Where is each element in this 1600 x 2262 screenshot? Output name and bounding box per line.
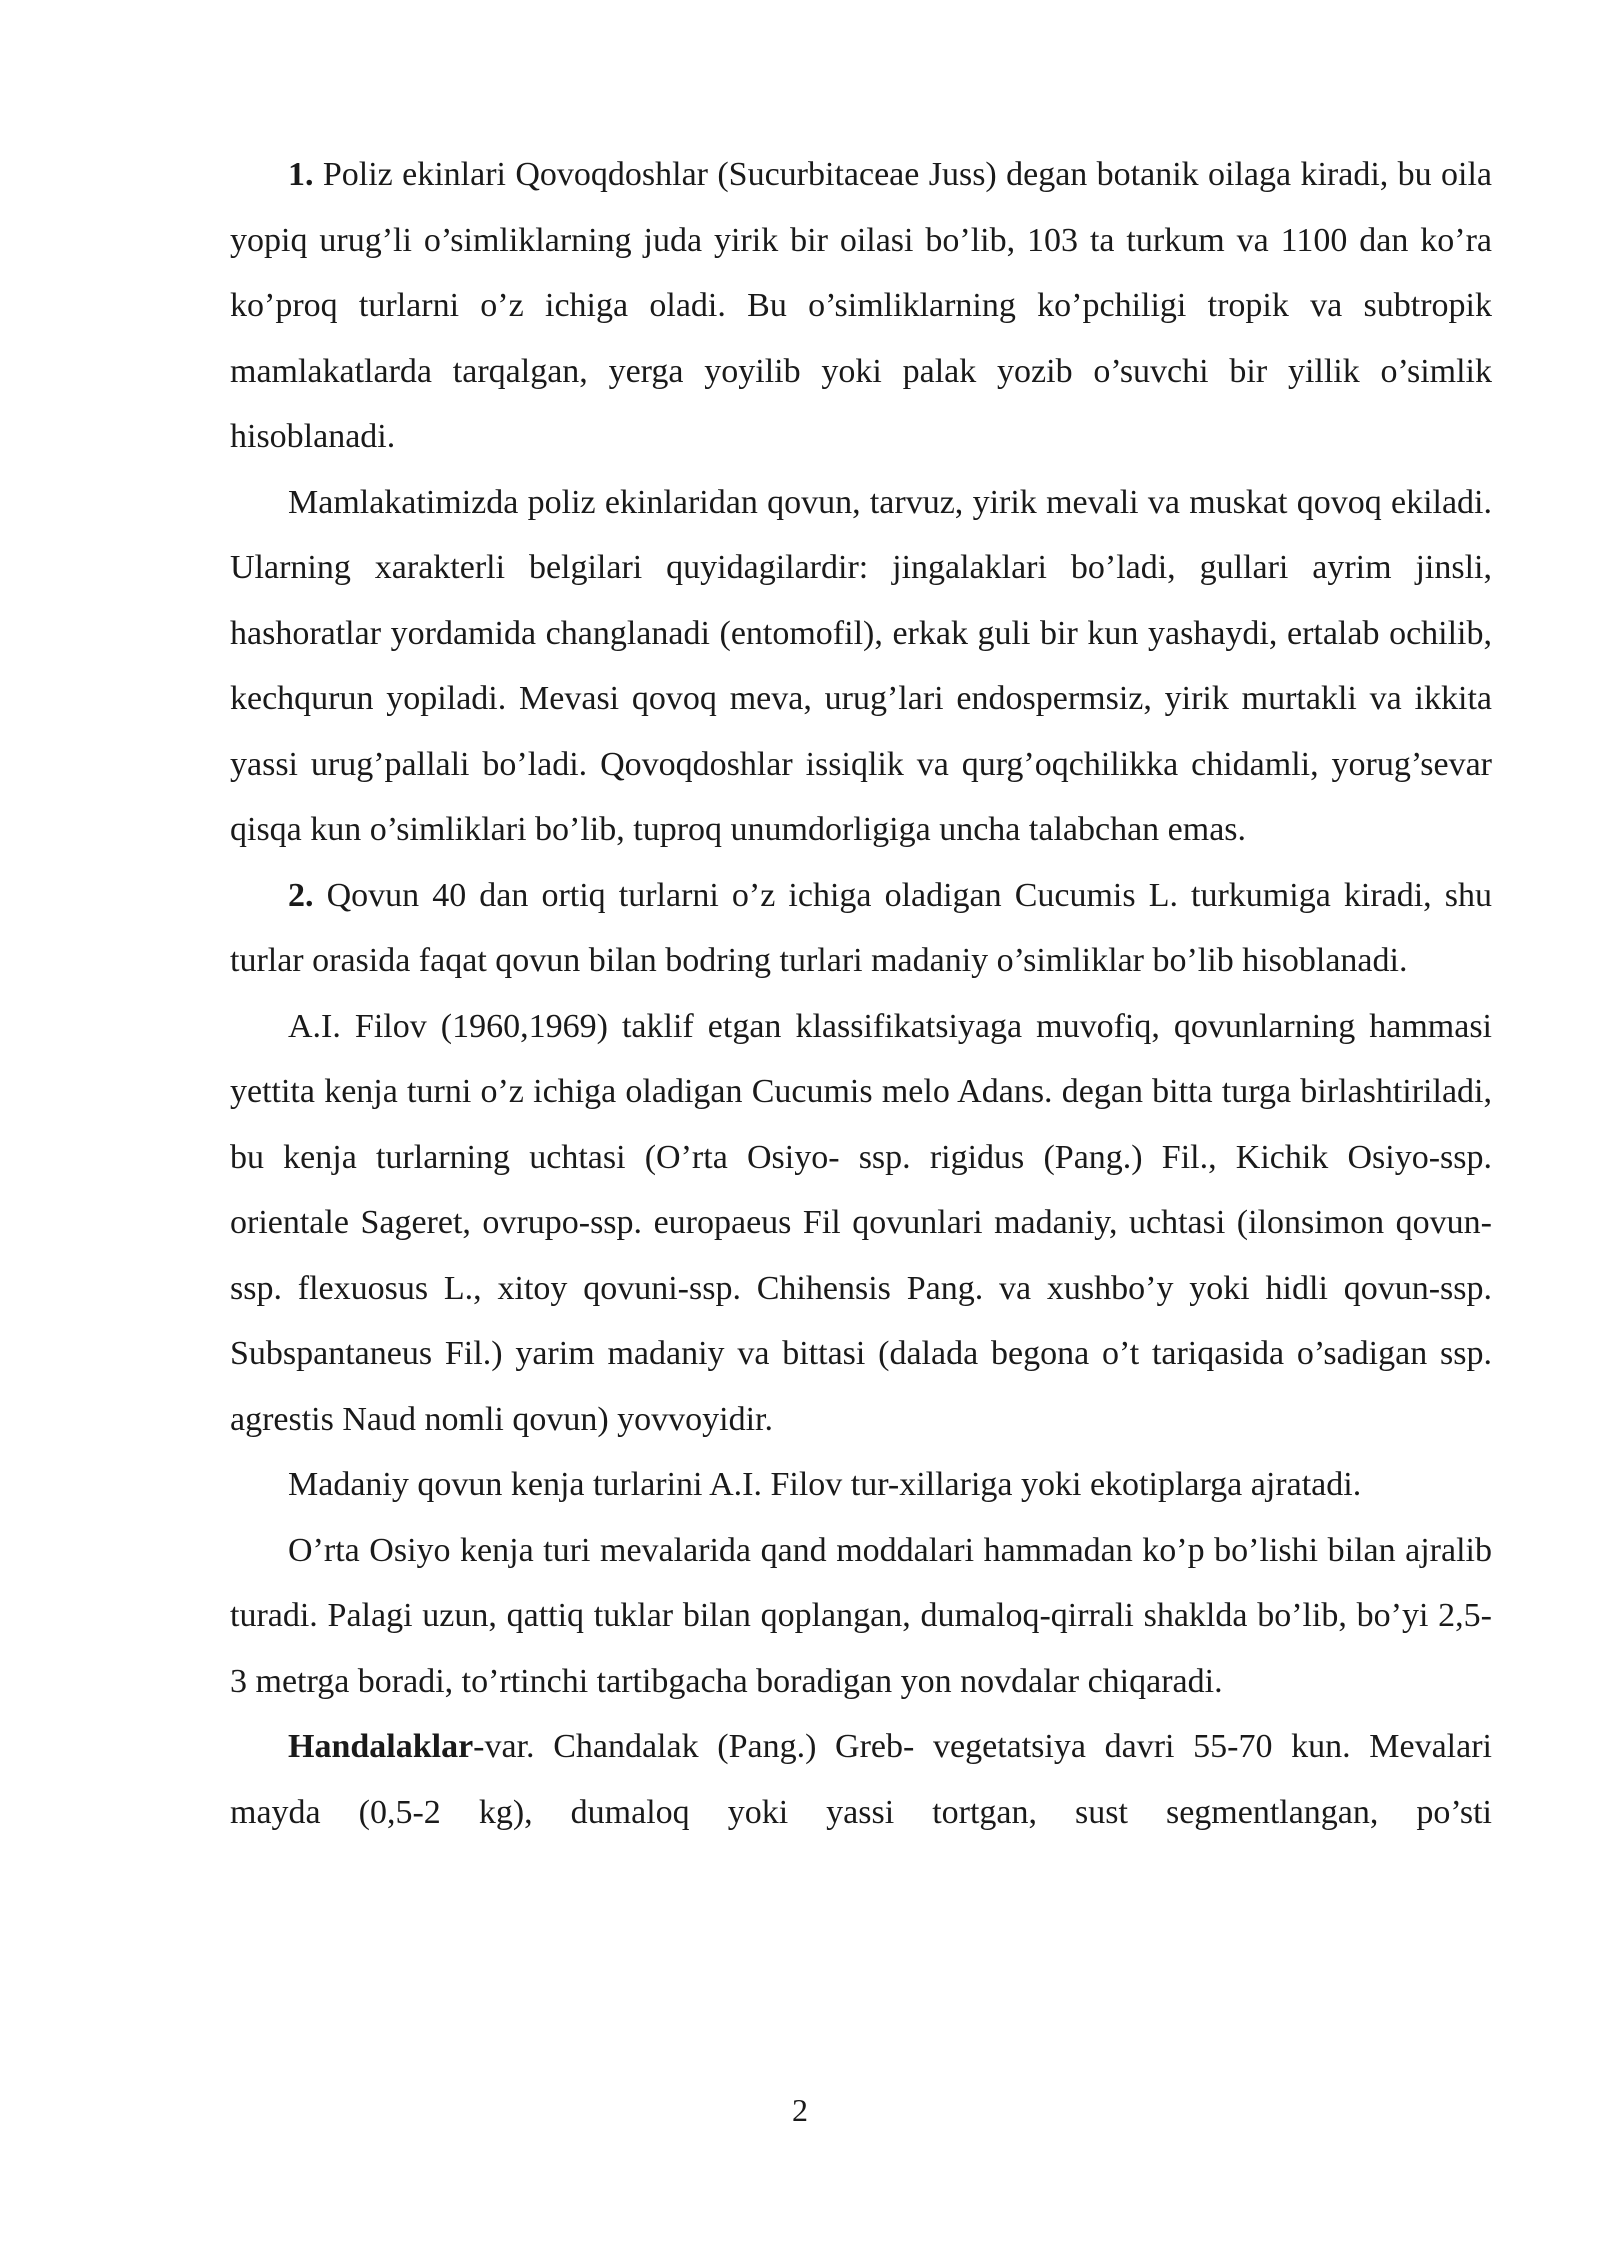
paragraph-7 [230,1714,1492,1845]
paragraph-text: A.I. Filov (1960,1969) taklif etgan klassifikatsiyaga muvofiq, qovunlarning hammasi yettita kenja turni o’z ichiga oladigan Cucumis melo Adans. degan bitta turga birlashtiriladi, bu kenja turlarning uchtasi (O’rta Osiyo- ssp. rigidus (Pang.) Fil., Kichik Osiyo-ssp. orientale Sageret, ovrupo-ssp. europaeus Fil qovunlari madaniy, uchtasi (ilonsimon qovun-ssp. flexuosus L., xitoy qovuni-ssp. Chihensis Pang. va xushbo’y yoki hidli qovun-ssp. Subspantaneus Fil.) yarim madaniy va bittasi (dalada begona o’t tariqasida o’sadigan ssp. agrestis Naud nomli qovun) yovvoyidir. [230,1007,1492,1438]
page-number: 2 [792,2092,808,2128]
paragraph-2 [230,470,1492,863]
paragraph-text: Mamlakatimizda poliz ekinlaridan qovun, tarvuz, yirik mevali va muskat qovoq ekiladi. Ularning xarakterli belgilari quyidagilardir: jingalaklari bo’ladi, gullari ayrim jinsli, hashoratlar yordamida changlanadi (entomofil), erkak guli bir kun yashaydi, ertalab ochilib, kechqurun yopiladi. Mevasi qovoq meva, urug’lari endospermsiz, yirik murtakli va ikkita yassi urug’pallali bo’ladi. Qovoqdoshlar issiqlik va qurg’oqchilikka chidamli, yorug’sevar qisqa kun o’simliklari bo’lib, tuproq unumdorligiga uncha talabchan emas. [230,483,1492,848]
paragraph-text: O’rta Osiyo kenja turi mevalarida qand moddalari hammadan ko’p bo’lishi bilan ajralib turadi. Palagi uzun, qattiq tuklar bilan qoplangan, dumaloq-qirrali shaklda bo’lib, bo’yi 2,5-3 metrga boradi, to’rtinchi tartibgacha boradigan yon novdalar chiqaradi. [230,1531,1492,1700]
paragraph-lead: 1. [288,156,314,193]
paragraph-6 [230,1518,1492,1715]
paragraph-lead: 2. [288,876,314,914]
paragraph-4 [230,994,1492,1453]
paragraph-text: -var. Chandalak (Pang.) Greb- vegetatsiya davri 55-70 kun. Mevalari mayda (0,5-2 kg), dumaloq yoki yassi tortgan, sust segmentlangan, po’sti [230,1728,1492,1831]
paragraph-3 [230,863,1492,994]
paragraph-text: Madaniy qovun kenja turlarini A.I. Filov tur-xillariga yoki ekotiplarga ajratadi. [288,1466,1362,1503]
paragraph-text: Qovun 40 dan ortiq turlarni o’z ichiga oladigan Cucumis L. turkumiga kiradi, shu turlar orasida faqat qovun bilan bodring turlari madaniy o’simliklar bo’lib hisoblanadi. [230,876,1492,979]
paragraph-5 [230,1452,1492,1518]
paragraph-lead: Handalaklar [288,1728,474,1765]
paragraph-1 [230,142,1492,470]
paragraph-text: Poliz ekinlari Qovoqdoshlar (Sucurbitaceae Juss) degan botanik oilaga kiradi, bu oila yopiq urug’li o’simliklarning juda yirik bir oilasi bo’lib, 103 ta turkum va 1100 dan ko’ra ko’proq turlarni o’z ichiga oladi. Bu o’simliklarning ko’pchiligi tropik va subtropik mamlakatlarda tarqalgan, yerga yoyilib yoki palak yozib o’suvchi bir yillik o’simlik hisoblanadi. [230,156,1492,455]
document-body [230,142,1492,1845]
